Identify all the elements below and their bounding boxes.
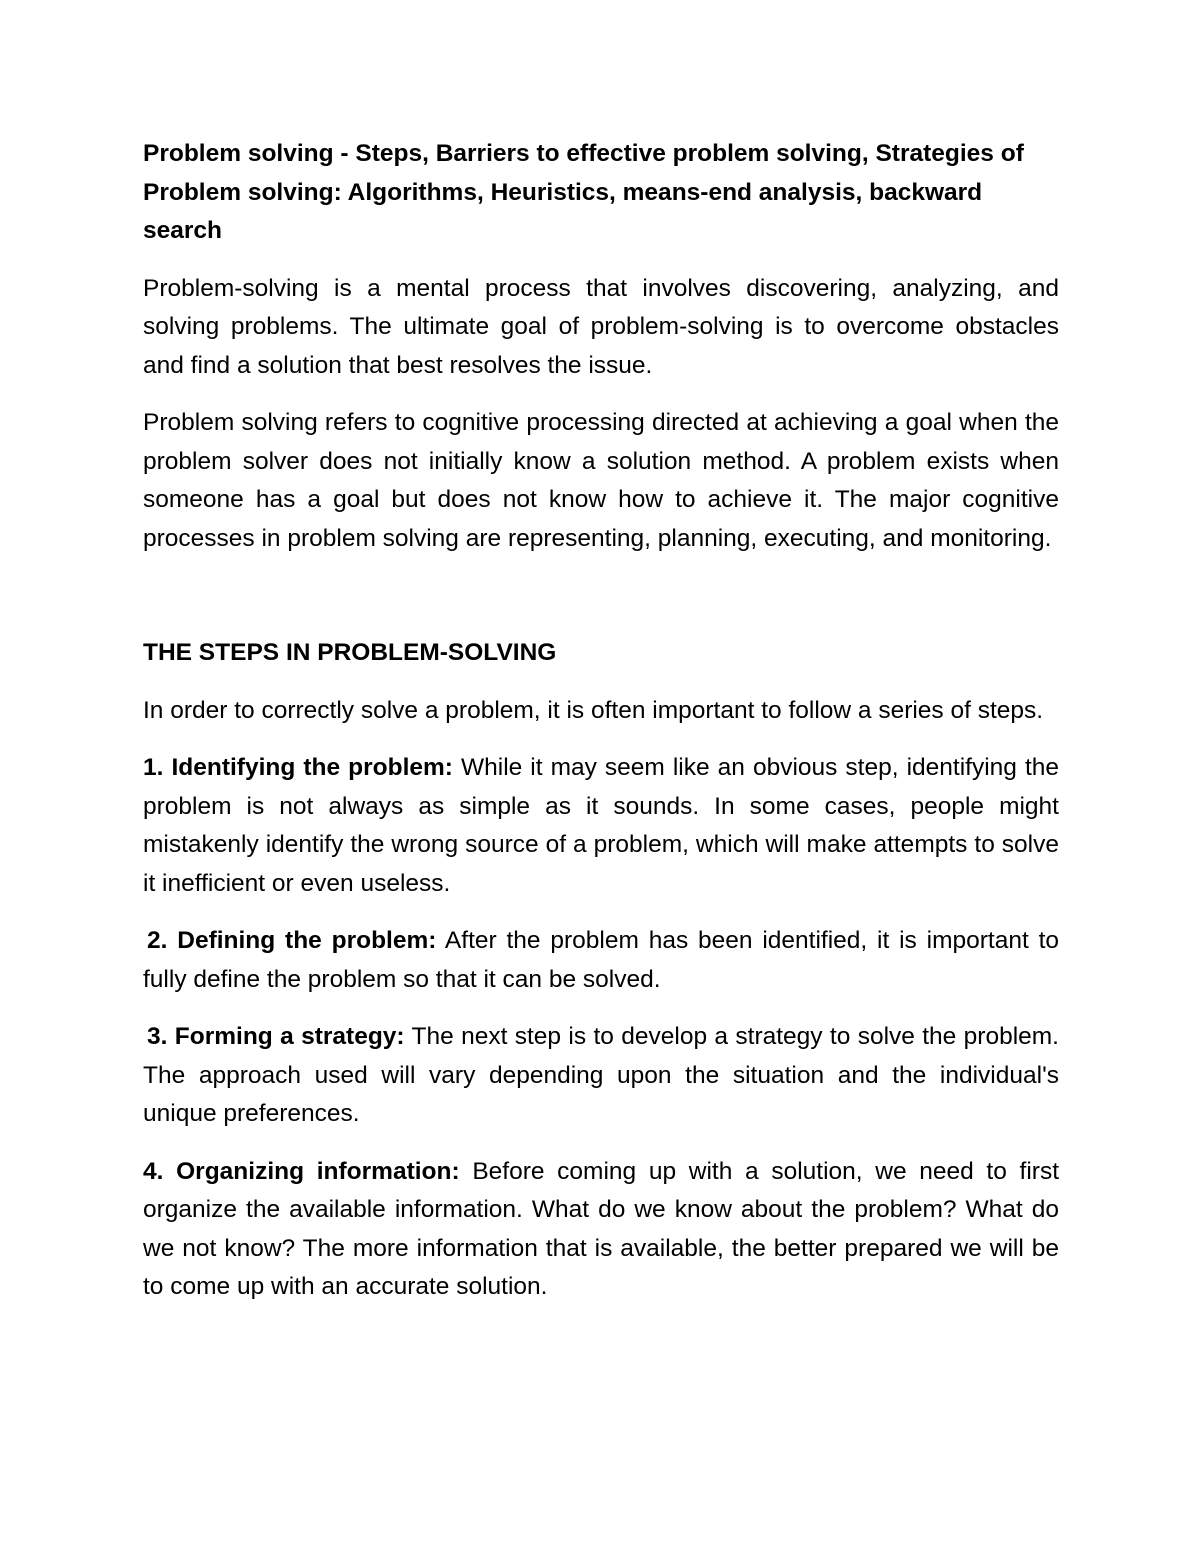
step-4 (143, 1153, 1059, 1307)
step-4-text: Before coming up with a solution, we need to first organize the available information. What do we know about the problem? What do we not know? The more information that is available, the better prepared we will be to come up with an accurate solution. (143, 1157, 1060, 1300)
step-1-label: 1. Identifying the problem: (143, 754, 453, 781)
section-intro: In order to correctly solve a problem, it is often important to follow a series of steps. (143, 696, 1044, 724)
intro-paragraph-1: Problem-solving is a mental process that involves discovering, analyzing, and solving problems. The ultimate goal of problem-solving is to overcome obstacles and find a solution that best resolves the issue. (143, 274, 1059, 379)
step-2-text: After the problem has been identified, it is important to fully define the problem so that it can be solved. (143, 927, 1059, 993)
step-1 (143, 749, 1059, 903)
step-3-label: 3. Forming a strategy: (147, 1023, 405, 1050)
step-1-text: While it may seem like an obvious step, identifying the problem is not always as simple as it sounds. In some cases, people might mistakenly identify the wrong source of a problem, which will make attempts to solve it inefficient or even useless. (143, 754, 1060, 897)
step-2 (143, 922, 1059, 999)
step-3 (143, 1018, 1059, 1134)
document-title: Problem solving - Steps, Barriers to effective problem solving, Strategies of Problem solving: Algorithms, Heuristics, means-end analysis, backward search (143, 140, 1024, 244)
section-heading: THE STEPS IN PROBLEM-SOLVING (143, 639, 557, 666)
intro-paragraph-2: Problem solving refers to cognitive processing directed at achieving a goal when the problem solver does not initially know a solution method. A problem exists when someone has a goal but does not know how to achieve it. The major cognitive processes in problem solving are representing, planning, executing, and monitoring. (143, 409, 1059, 552)
step-2-label: 2. Defining the problem: (147, 927, 437, 954)
step-4-label: 4. Organizing information: (143, 1157, 460, 1185)
document-page (143, 135, 1059, 1326)
step-3-text: The next step is to develop a strategy to solve the problem. The approach used will vary depending upon the situation and the individual's unique preferences. (143, 1023, 1059, 1127)
